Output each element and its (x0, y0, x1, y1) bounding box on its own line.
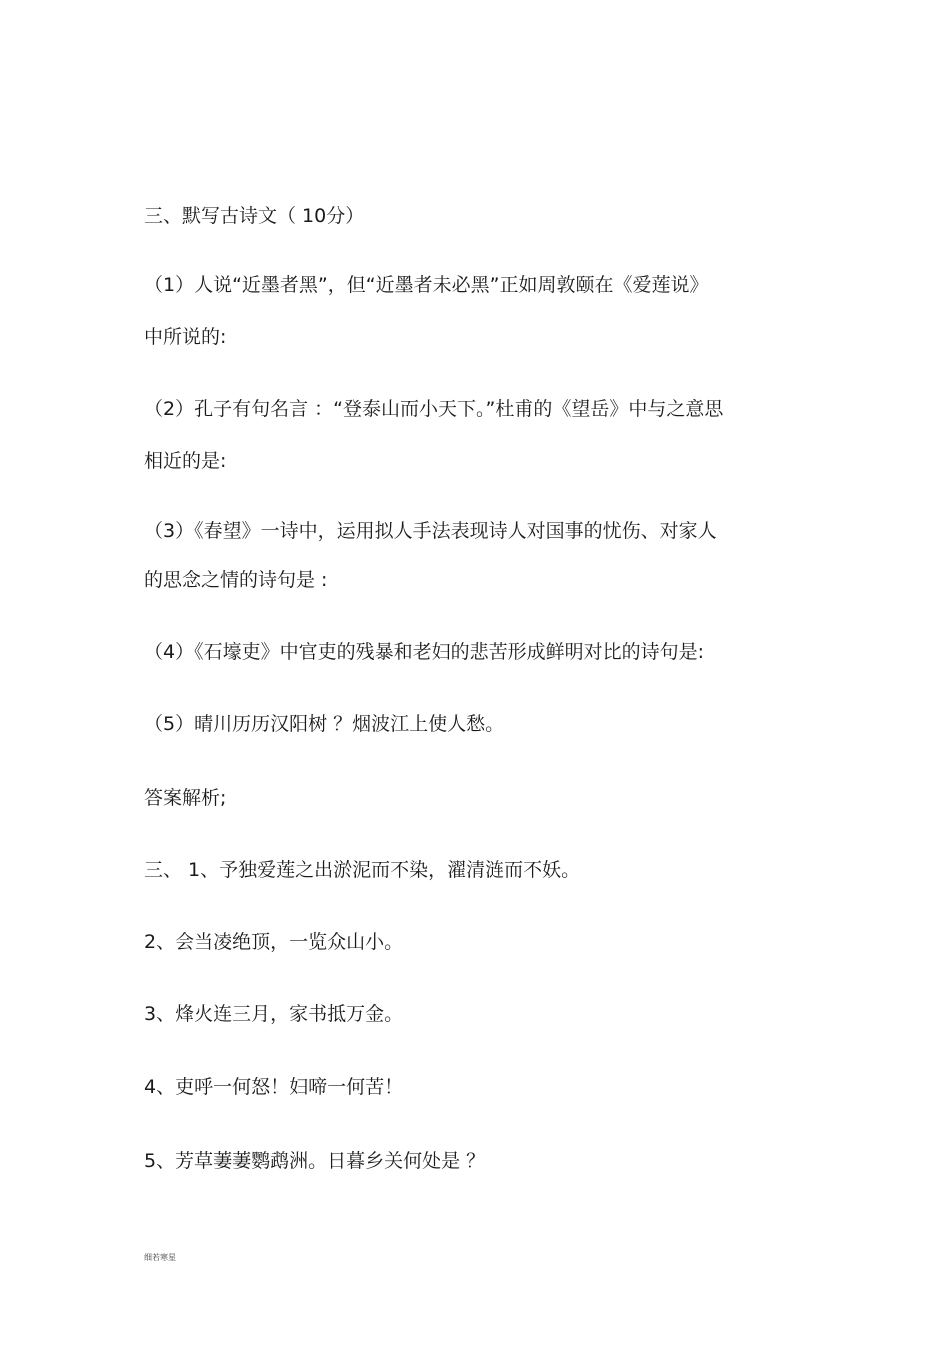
question-2-line-1: （2）孔子有句名言 ：“登泰山而小天下。”杜甫的《望岳》中与之意思 (144, 398, 724, 420)
question-3-line-1: （3）《春望》一诗中，运用拟人手法表现诗人对国事的忧伤、对家人 (144, 520, 717, 542)
question-3-line-2: 的思念之情的诗句是 : (144, 569, 328, 591)
question-5-line-1: （5）晴川历历汉阳树 ？烟波江上使人愁。 (144, 713, 505, 735)
question-1-line-2: 中所说的: (144, 326, 227, 348)
answer-5: 5、芳草萋萋鹦鹉洲。日暮乡关何处是 ？ (144, 1150, 486, 1172)
answer-3: 3、烽火连三月，家书抵万金。 (144, 1003, 404, 1025)
page-footer: 细若寒星 (144, 1253, 176, 1262)
answer-heading: 答案解析; (144, 787, 227, 809)
question-1-line-1: （1）人说“近墨者黑”，但“近墨者未必黑”正如周敦颐在《爱莲说》 (144, 274, 709, 296)
section-heading: 三、默写古诗文（ 10分） (144, 205, 365, 227)
answer-2: 2、会当凌绝顶，一览众山小。 (144, 931, 404, 953)
answer-4: 4、吏呼一何怒！妇啼一何苦！ (144, 1076, 404, 1098)
answer-1: 三、 1、予独爱莲之出淤泥而不染，濯清涟而不妖。 (144, 859, 581, 881)
question-2-line-2: 相近的是: (144, 450, 227, 472)
question-4-line-1: （4）《石壕吏》中官吏的残暴和老妇的悲苦形成鲜明对比的诗句是: (144, 641, 704, 663)
